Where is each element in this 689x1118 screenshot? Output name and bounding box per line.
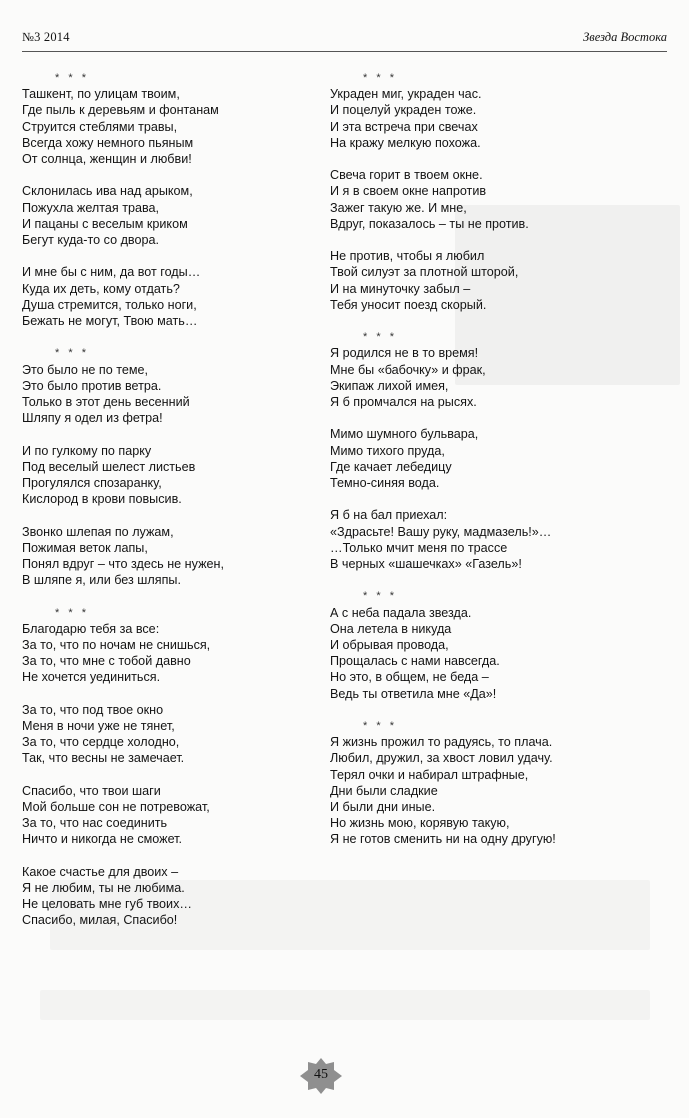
verse-line: В шляпе я, или без шляпы. [22,573,181,588]
stanza [330,426,675,491]
verse-line: Не целовать мне губ твоих… [22,897,192,912]
verse-line: Всегда хожу немного пьяным [22,135,194,150]
verse-line: Я жизнь прожил то радуясь, то плача. [330,735,553,750]
stanza [22,621,322,686]
verse-line: Бежать не могут, Твою мать… [22,314,198,328]
poem-separator: * * * [363,590,397,603]
verse-line: Мне бы «бабочку» и фрак, [330,362,486,377]
page-number: 45 [314,1067,328,1082]
verse-line: Это было не по теме, [22,362,149,377]
verse-line: Экипаж лихой имея, [330,378,449,393]
header-divider [22,51,667,52]
stanza [22,264,322,329]
verse-line: Но жизнь мою, корявую такую, [330,816,510,831]
verse-line: И пацаны с веселым криком [22,216,188,231]
verse-line: Звонко шлепая по лужам, [22,524,174,539]
verse-line: И по гулкому по парку [22,443,152,458]
verse-line: Кислород в крови повысив. [22,492,182,507]
verse-line: Меня в ночи уже не тянет, [22,718,175,733]
verse-line: Я не готов сменить ни на одну другую! [330,832,556,847]
verse-line: Ведь ты ответила мне «Да»! [330,686,497,701]
stanza [22,783,322,848]
verse-line: За то, что сердце холодно, [22,735,180,750]
verse-line: На кражу мелкую похожа. [330,135,481,150]
verse-line: Какое счастье для двоих – [22,864,179,879]
verse-line: Ничто и никогда не сможет. [22,832,183,847]
verse-line: Любил, дружил, за хвост ловил удачу. [330,751,553,766]
verse-line: А с неба падала звезда. [330,605,472,620]
verse-line: Не хочется уединиться. [22,670,161,685]
verse-line: Где пыль к деревьям и фонтанам [22,103,219,118]
verse-line: Мой больше сон не потревожат, [22,799,210,814]
page-number-badge [299,1057,343,1095]
bleed-through-text [40,990,650,1020]
verse-line: Украден миг, украден час. [330,87,482,102]
page-header [22,30,667,50]
stanza [22,443,322,508]
verse-line: За то, что нас соединить [22,816,168,831]
verse-line: Струится стеблями травы, [22,119,178,134]
poem [330,329,675,572]
stanza [330,734,675,847]
verse-line: Прогулялся спозаранку, [22,475,162,490]
verse-line: И я в своем окне напротив [330,184,487,199]
verse-line: За то, что мне с тобой давно [22,654,191,669]
stanza [330,248,675,313]
verse-line: В черных «шашечках» «Газель»! [330,556,522,571]
verse-line: Пожухла желтая трава, [22,200,160,215]
stanza [330,86,675,151]
verse-line: Твой силуэт за плотной шторой, [330,265,519,280]
verse-line: Пожимая веток лапы, [22,540,148,555]
stanza [330,507,675,572]
stanza [22,183,322,248]
verse-line: За то, что под твое окно [22,702,164,717]
stanza [330,605,675,702]
verse-line: Под веселый шелест листьев [22,459,196,474]
verse-line: От солнца, женщин и любви! [22,152,192,166]
verse-line: И эта встреча при свечах [330,119,478,134]
verse-line: Спасибо, что твои шаги [22,783,161,798]
verse-line: И были дни иные. [330,799,436,814]
verse-line: Только в этот день весенний [22,394,190,409]
verse-line: Я б промчался на рысях. [330,394,477,409]
verse-line: Дни были сладкие [330,783,438,798]
poem-separator: * * * [55,72,89,84]
verse-line: Не против, чтобы я любил [330,249,485,264]
verse-line: Прощалась с нами навсегда. [330,654,500,669]
verse-line: Она летела в никуда [330,621,452,636]
verse-line: Терял очки и набирал штрафные, [330,767,529,782]
poem [22,605,322,929]
verse-line: И мне бы с ним, да вот годы… [22,265,201,280]
verse-line: Вдруг, показалось – ты не против. [330,216,529,231]
poem-separator: * * * [363,331,397,344]
verse-line: И на минуточку забыл – [330,281,471,296]
magazine-title: Звезда Востока [583,30,667,44]
issue-number: №3 2014 [22,30,70,44]
poem [22,345,322,588]
poem [22,70,322,329]
verse-line: Так, что весны не замечает. [22,751,185,766]
poem-separator: * * * [55,347,89,360]
poem [330,718,675,848]
verse-line: Спасибо, милая, Спасибо! [22,913,178,928]
verse-line: «Здрасьте! Вашу руку, мадмазель!»… [330,524,552,539]
verse-line: Мимо тихого пруда, [330,443,445,458]
poem-separator: * * * [363,72,397,84]
stanza [330,345,675,410]
verse-line: Я не любим, ты не любима. [22,880,185,895]
verse-line: Темно-синяя вода. [330,475,440,490]
verse-line: Зажег такую же. И мне, [330,200,467,215]
verse-line: Тебя уносит поезд скорый. [330,297,487,312]
verse-line: Склонилась ива над арыком, [22,184,193,199]
right-column [330,70,675,864]
stanza [22,702,322,767]
verse-line: Мимо шумного бульвара, [330,427,479,442]
stanza [330,167,675,232]
stanza [22,864,322,929]
verse-line: Ташкент, по улицам твоим, [22,87,180,102]
stanza [22,86,322,167]
verse-line: Это было против ветра. [22,378,162,393]
verse-line: И поцелуй украден тоже. [330,103,477,118]
poem-separator: * * * [363,719,397,732]
verse-line: За то, что по ночам не снишься, [22,637,211,652]
verse-line: Шляпу я одел из фетра! [22,411,163,426]
verse-line: Понял вдруг – что здесь не нужен, [22,556,224,571]
verse-line: …Только мчит меня по трассе [330,540,508,555]
stanza [22,524,322,589]
left-column [22,70,322,945]
verse-line: И обрывая провода, [330,637,449,652]
verse-line: Куда их деть, кому отдать? [22,281,180,296]
verse-line: Свеча горит в твоем окне. [330,168,483,183]
verse-line: Где качает лебедицу [330,459,452,474]
verse-line: Но это, в общем, не беда – [330,670,489,685]
verse-line: Я родился не в то время! [330,346,479,361]
poem [330,70,675,313]
verse-line: Бегут куда-то со двора. [22,233,159,247]
poem [330,588,675,701]
verse-line: Душа стремится, только ноги, [22,297,197,312]
verse-line: Благодарю тебя за все: [22,621,160,636]
stanza [22,362,322,427]
poem-separator: * * * [55,606,89,619]
verse-line: Я б на бал приехал: [330,508,448,523]
